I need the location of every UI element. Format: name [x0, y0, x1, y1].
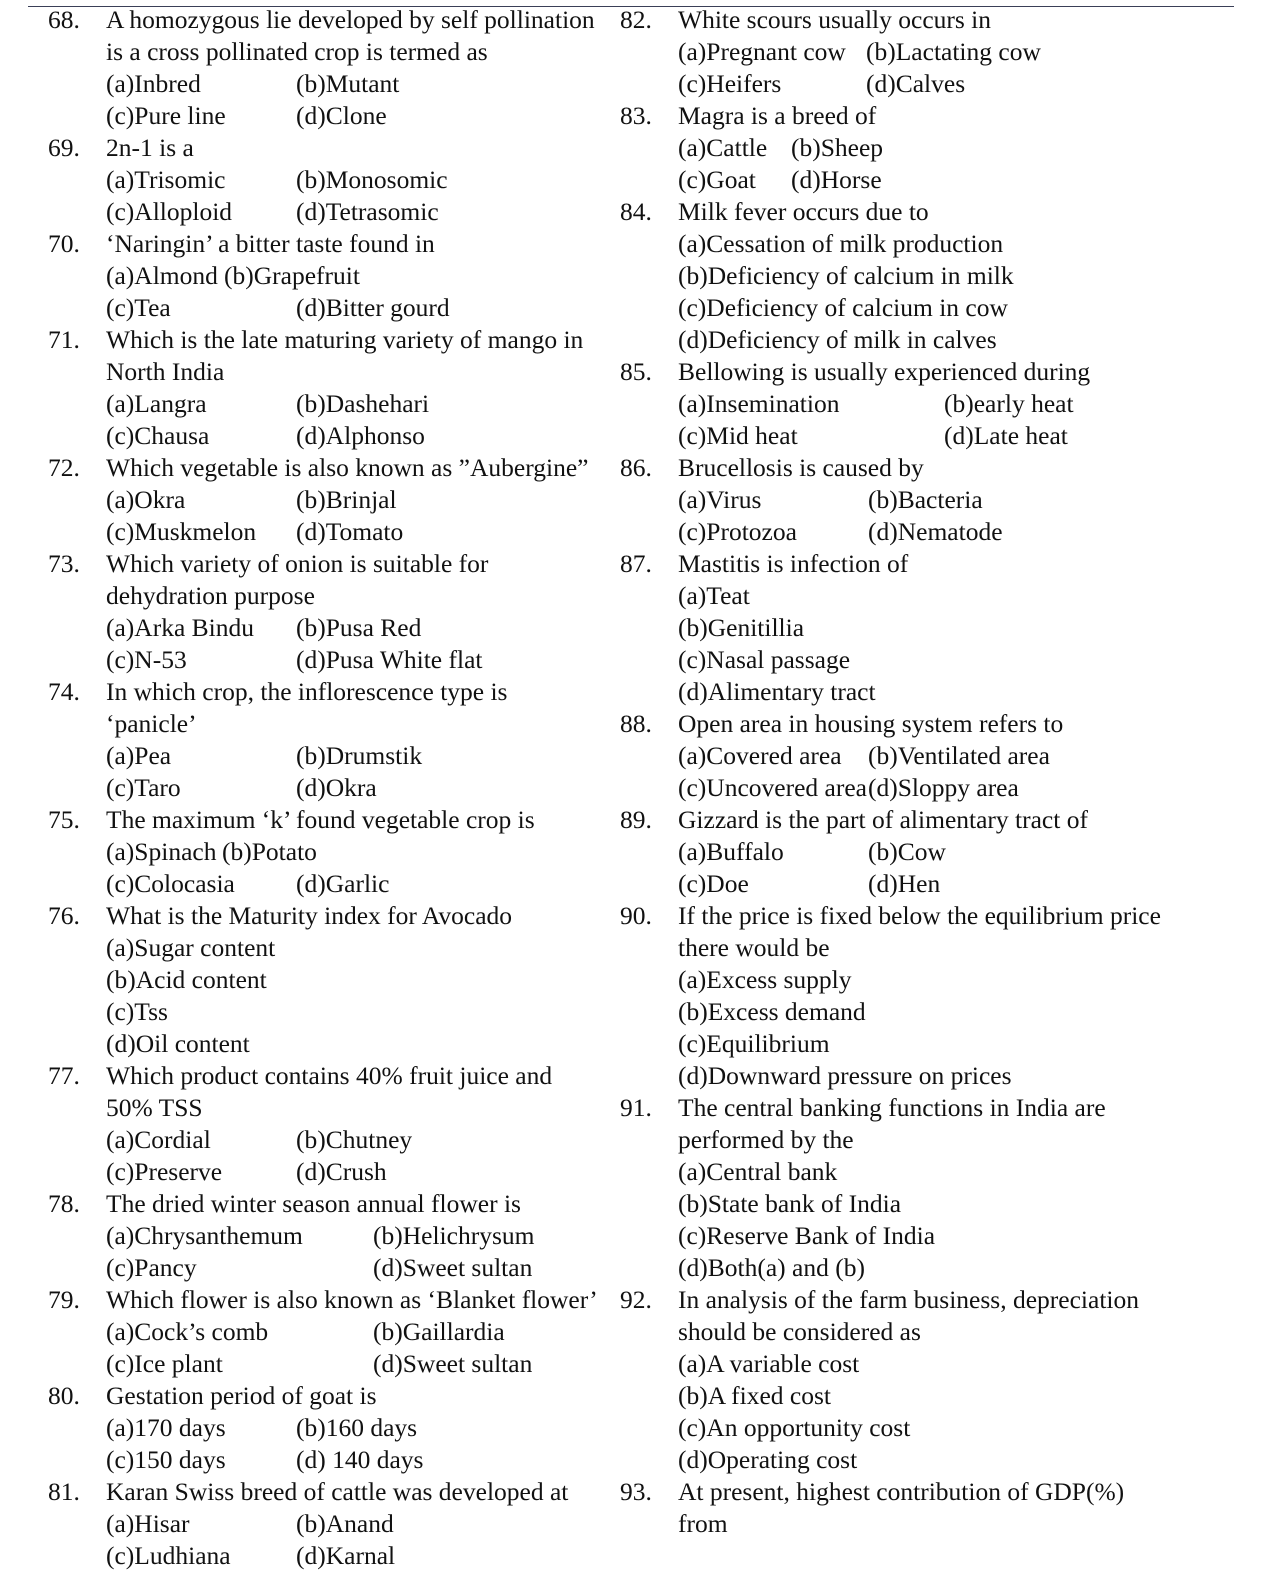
answer-option: (c)Ludhiana: [106, 1541, 231, 1570]
answer-option: (b)Sheep: [791, 133, 884, 162]
option-row: [620, 1252, 1240, 1284]
answer-option: (a)Covered area: [678, 741, 842, 770]
answer-option: (d)Sweet sultan: [373, 1349, 533, 1378]
answer-option: (a)170 days: [106, 1413, 226, 1442]
question-block: [48, 1476, 614, 1572]
option-row: [620, 836, 1240, 868]
question-line: [620, 100, 1240, 132]
question-block: [48, 1188, 614, 1284]
answer-option: (d)Late heat: [944, 421, 1068, 450]
question-number: 89.: [620, 805, 652, 834]
question-number: 81.: [48, 1477, 80, 1506]
answer-option: (c)Deficiency of calcium in cow: [678, 293, 1008, 322]
question-line: [48, 324, 614, 356]
question-stem: Magra is a breed of: [678, 101, 877, 130]
question-line: [48, 132, 614, 164]
question-stem: Milk fever occurs due to: [678, 197, 929, 226]
answer-option: (a)Spinach: [106, 837, 217, 866]
answer-option: (b)Potato: [222, 837, 317, 866]
question-block: [620, 1476, 1240, 1540]
answer-option: (d)Downward pressure on prices: [678, 1061, 1012, 1090]
answer-option: (c)Muskmelon: [106, 517, 257, 546]
question-stem: In which crop, the inflorescence type is: [106, 677, 508, 706]
question-number: 82.: [620, 5, 652, 34]
option-row: [48, 644, 614, 676]
answer-option: (c)150 days: [106, 1445, 226, 1474]
question-number: 87.: [620, 549, 652, 578]
answer-option: (b)State bank of India: [678, 1189, 902, 1218]
option-row: [620, 68, 1240, 100]
option-row: [620, 676, 1240, 708]
question-block: [48, 676, 614, 804]
answer-option: (b)Cow: [868, 837, 946, 866]
option-row: [620, 1188, 1240, 1220]
question-stem: Gizzard is the part of alimentary tract of: [678, 805, 1088, 834]
answer-option: (b)Excess demand: [678, 997, 866, 1026]
answer-option: (a)Hisar: [106, 1509, 190, 1538]
question-stem: North India: [106, 357, 225, 386]
question-stem: Which flower is also known as ‘Blanket flower’: [106, 1285, 598, 1314]
answer-option: (a)Cessation of milk production: [678, 229, 1004, 258]
question-number: 79.: [48, 1285, 80, 1314]
option-row: [620, 612, 1240, 644]
answer-option: (c)Protozoa: [678, 517, 797, 546]
answer-option: (d)Garlic: [296, 869, 390, 898]
question-line: [620, 4, 1240, 36]
answer-option: (b)Chutney: [296, 1125, 413, 1154]
question-line: [48, 900, 614, 932]
answer-option: (c)Mid heat: [678, 421, 798, 450]
question-number: 69.: [48, 133, 80, 162]
answer-option: (a)Cordial: [106, 1125, 211, 1154]
answer-option: (a)Cock’s comb: [106, 1317, 269, 1346]
answer-option: (b)Grapefruit: [224, 261, 360, 290]
question-stem: there would be: [678, 933, 830, 962]
answer-option: (a)Central bank: [678, 1157, 838, 1186]
question-block: [48, 228, 614, 324]
question-line: [620, 932, 1240, 964]
question-column-right: [620, 4, 1240, 1540]
option-row: [620, 260, 1240, 292]
question-stem: At present, highest contribution of GDP(%): [678, 1477, 1125, 1506]
question-block: [620, 708, 1240, 804]
option-row: [48, 932, 614, 964]
question-line: [620, 548, 1240, 580]
question-block: [48, 1060, 614, 1188]
answer-option: (d)Pusa White flat: [296, 645, 483, 674]
option-row: [620, 1444, 1240, 1476]
question-number: 80.: [48, 1381, 80, 1410]
question-line: [48, 228, 614, 260]
option-row: [48, 964, 614, 996]
answer-option: (a)Pregnant cow: [678, 37, 846, 66]
answer-option: (a)Cattle: [678, 133, 768, 162]
answer-option: (a)Insemination: [678, 389, 840, 418]
question-stem: performed by the: [678, 1125, 854, 1154]
option-row: [620, 868, 1240, 900]
question-block: [48, 548, 614, 676]
answer-option: (a)Langra: [106, 389, 207, 418]
answer-option: (c)Uncovered area: [678, 773, 867, 802]
answer-option: (d)Tetrasomic: [296, 197, 439, 226]
question-stem: Open area in housing system refers to: [678, 709, 1064, 738]
question-line: [48, 1284, 614, 1316]
question-line: [620, 804, 1240, 836]
question-column-left: [48, 4, 614, 1572]
option-row: [48, 612, 614, 644]
question-block: [48, 1284, 614, 1380]
question-block: [620, 900, 1240, 1092]
question-block: [620, 4, 1240, 100]
answer-option: (b)Drumstik: [296, 741, 423, 770]
answer-option: (a)Buffalo: [678, 837, 784, 866]
answer-option: (b)Pusa Red: [296, 613, 422, 642]
question-number: 84.: [620, 197, 652, 226]
question-number: 72.: [48, 453, 80, 482]
question-line: [620, 452, 1240, 484]
question-number: 93.: [620, 1477, 652, 1506]
option-row: [620, 1220, 1240, 1252]
question-stem: A homozygous lie developed by self pollination: [106, 5, 595, 34]
answer-option: (b)Gaillardia: [373, 1317, 505, 1346]
question-number: 77.: [48, 1061, 80, 1090]
answer-option: (b)Bacteria: [868, 485, 983, 514]
option-row: [48, 516, 614, 548]
question-stem: Brucellosis is caused by: [678, 453, 924, 482]
question-stem: The dried winter season annual flower is: [106, 1189, 521, 1218]
option-row: [620, 388, 1240, 420]
question-stem: In analysis of the farm business, depreciation: [678, 1285, 1139, 1314]
option-row: [620, 228, 1240, 260]
question-number: 73.: [48, 549, 80, 578]
option-row: [620, 740, 1240, 772]
option-row: [620, 996, 1240, 1028]
question-line: [48, 1092, 614, 1124]
question-number: 75.: [48, 805, 80, 834]
question-line: [48, 708, 614, 740]
option-row: [620, 1060, 1240, 1092]
answer-option: (b)Monosomic: [296, 165, 448, 194]
question-number: 86.: [620, 453, 652, 482]
option-row: [620, 36, 1240, 68]
question-line: [48, 452, 614, 484]
question-stem: Mastitis is infection of: [678, 549, 909, 578]
question-stem: The central banking functions in India are: [678, 1093, 1106, 1122]
question-stem: ‘Naringin’ a bitter taste found in: [106, 229, 435, 258]
option-row: [620, 484, 1240, 516]
question-line: [620, 1508, 1240, 1540]
question-line: [48, 356, 614, 388]
answer-option: (d)Sloppy area: [868, 773, 1019, 802]
question-number: 70.: [48, 229, 80, 258]
question-block: [48, 452, 614, 548]
option-row: [48, 1444, 614, 1476]
question-stem: is a cross pollinated crop is termed as: [106, 37, 488, 66]
answer-option: (a)A variable cost: [678, 1349, 860, 1378]
option-row: [48, 1540, 614, 1572]
answer-option: (d)Clone: [296, 101, 387, 130]
question-number: 76.: [48, 901, 80, 930]
option-row: [48, 836, 614, 868]
option-row: [620, 580, 1240, 612]
option-row: [620, 1028, 1240, 1060]
answer-option: (d)Deficiency of milk in calves: [678, 325, 997, 354]
option-row: [620, 1412, 1240, 1444]
answer-option: (b)Lactating cow: [866, 37, 1041, 66]
question-stem: The maximum ‘k’ found vegetable crop is: [106, 805, 535, 834]
question-stem: If the price is fixed below the equilibrium price: [678, 901, 1161, 930]
option-row: [48, 484, 614, 516]
question-line: [48, 804, 614, 836]
question-stem: ‘panicle’: [106, 709, 197, 738]
question-stem: What is the Maturity index for Avocado: [106, 901, 513, 930]
answer-option: (c)Pancy: [106, 1253, 197, 1282]
option-row: [48, 196, 614, 228]
question-block: [48, 1380, 614, 1476]
option-row: [620, 964, 1240, 996]
question-line: [620, 708, 1240, 740]
answer-option: (a)Arka Bindu: [106, 613, 254, 642]
answer-option: (d)Crush: [296, 1157, 387, 1186]
question-stem: Which is the late maturing variety of mango in: [106, 325, 584, 354]
answer-option: (b)Ventilated area: [868, 741, 1050, 770]
answer-option: (d)Operating cost: [678, 1445, 858, 1474]
answer-option: (c)Reserve Bank of India: [678, 1221, 936, 1250]
question-stem: Which product contains 40% fruit juice and: [106, 1061, 553, 1090]
question-number: 71.: [48, 325, 80, 354]
answer-option: (c)Heifers: [678, 69, 782, 98]
option-row: [620, 324, 1240, 356]
option-row: [620, 1348, 1240, 1380]
option-row: [620, 1380, 1240, 1412]
answer-option: (b)Dashehari: [296, 389, 430, 418]
question-block: [620, 548, 1240, 708]
question-stem: dehydration purpose: [106, 581, 315, 610]
question-stem: Karan Swiss breed of cattle was developed at: [106, 1477, 569, 1506]
answer-option: (c)An opportunity cost: [678, 1413, 911, 1442]
option-row: [48, 100, 614, 132]
answer-option: (a)Inbred: [106, 69, 201, 98]
answer-option: (d)Alphonso: [296, 421, 425, 450]
option-row: [620, 132, 1240, 164]
option-row: [48, 292, 614, 324]
answer-option: (c)Chausa: [106, 421, 210, 450]
answer-option: (d) 140 days: [296, 1445, 424, 1474]
option-row: [48, 260, 614, 292]
question-stem: Bellowing is usually experienced during: [678, 357, 1091, 386]
answer-option: (b)A fixed cost: [678, 1381, 831, 1410]
answer-option: (a)Pea: [106, 741, 172, 770]
question-block: [48, 324, 614, 452]
answer-option: (c)Colocasia: [106, 869, 235, 898]
question-stem: Which vegetable is also known as ”Aubergine”: [106, 453, 589, 482]
answer-option: (d)Oil content: [106, 1029, 250, 1058]
option-row: [48, 164, 614, 196]
answer-option: (c)Pure line: [106, 101, 226, 130]
answer-option: (d)Nematode: [868, 517, 1003, 546]
question-line: [620, 1476, 1240, 1508]
answer-option: (b)160 days: [296, 1413, 418, 1442]
question-block: [620, 356, 1240, 452]
question-block: [48, 4, 614, 132]
question-line: [620, 1124, 1240, 1156]
question-block: [620, 100, 1240, 196]
option-row: [48, 1156, 614, 1188]
question-line: [48, 548, 614, 580]
answer-option: (b)Deficiency of calcium in milk: [678, 261, 1014, 290]
question-line: [48, 1188, 614, 1220]
option-row: [620, 516, 1240, 548]
option-row: [48, 1252, 614, 1284]
option-row: [620, 420, 1240, 452]
question-block: [620, 804, 1240, 900]
answer-option: (c)Nasal passage: [678, 645, 851, 674]
answer-option: (c)Equilibrium: [678, 1029, 830, 1058]
question-number: 90.: [620, 901, 652, 930]
option-row: [48, 1348, 614, 1380]
answer-option: (c)Doe: [678, 869, 749, 898]
option-row: [48, 1124, 614, 1156]
question-number: 83.: [620, 101, 652, 130]
question-line: [620, 1316, 1240, 1348]
answer-option: (d)Karnal: [296, 1541, 396, 1570]
question-line: [48, 1476, 614, 1508]
question-block: [620, 196, 1240, 356]
option-row: [48, 772, 614, 804]
option-row: [620, 1156, 1240, 1188]
answer-option: (d)Tomato: [296, 517, 404, 546]
answer-option: (c)N-53: [106, 645, 187, 674]
answer-option: (a)Almond: [106, 261, 218, 290]
answer-option: (b)Brinjal: [296, 485, 397, 514]
option-row: [620, 164, 1240, 196]
question-number: 91.: [620, 1093, 652, 1122]
question-block: [620, 1092, 1240, 1284]
option-row: [48, 868, 614, 900]
option-row: [48, 996, 614, 1028]
answer-option: (c)Tea: [106, 293, 171, 322]
option-row: [48, 1220, 614, 1252]
option-row: [620, 644, 1240, 676]
question-block: [48, 132, 614, 228]
question-number: 92.: [620, 1285, 652, 1314]
answer-option: (a)Okra: [106, 485, 186, 514]
answer-option: (a)Virus: [678, 485, 762, 514]
answer-option: (a)Excess supply: [678, 965, 852, 994]
question-stem: Which variety of onion is suitable for: [106, 549, 489, 578]
answer-option: (a)Sugar content: [106, 933, 276, 962]
answer-option: (d)Bitter gourd: [296, 293, 450, 322]
question-block: [620, 452, 1240, 548]
question-stem: 50% TSS: [106, 1093, 203, 1122]
question-number: 88.: [620, 709, 652, 738]
option-row: [48, 1028, 614, 1060]
answer-option: (a)Teat: [678, 581, 750, 610]
question-line: [620, 1284, 1240, 1316]
question-number: 74.: [48, 677, 80, 706]
option-row: [620, 772, 1240, 804]
option-row: [48, 420, 614, 452]
question-stem: should be considered as: [678, 1317, 921, 1346]
option-row: [620, 292, 1240, 324]
option-row: [48, 68, 614, 100]
answer-option: (d)Alimentary tract: [678, 677, 876, 706]
question-number: 68.: [48, 5, 80, 34]
answer-option: (a)Chrysanthemum: [106, 1221, 303, 1250]
answer-option: (b)Mutant: [296, 69, 400, 98]
answer-option: (c)Preserve: [106, 1157, 223, 1186]
question-stem: 2n-1 is a: [106, 133, 194, 162]
question-line: [620, 356, 1240, 388]
answer-option: (d)Horse: [791, 165, 882, 194]
question-stem: Gestation period of goat is: [106, 1381, 377, 1410]
question-line: [48, 4, 614, 36]
question-stem: White scours usually occurs in: [678, 5, 992, 34]
answer-option: (c)Ice plant: [106, 1349, 223, 1378]
answer-option: (d)Sweet sultan: [373, 1253, 533, 1282]
answer-option: (b)Helichrysum: [373, 1221, 535, 1250]
question-number: 85.: [620, 357, 652, 386]
question-line: [48, 580, 614, 612]
question-line: [48, 1060, 614, 1092]
answer-option: (a)Trisomic: [106, 165, 226, 194]
option-row: [48, 1412, 614, 1444]
question-block: [48, 900, 614, 1060]
option-row: [48, 1316, 614, 1348]
question-line: [48, 36, 614, 68]
option-row: [48, 1508, 614, 1540]
question-stem: from: [678, 1509, 728, 1538]
question-number: 78.: [48, 1189, 80, 1218]
answer-option: (c)Goat: [678, 165, 756, 194]
question-line: [48, 676, 614, 708]
option-row: [48, 740, 614, 772]
answer-option: (d)Both(a) and (b): [678, 1253, 865, 1282]
answer-option: (b)Acid content: [106, 965, 267, 994]
answer-option: (d)Okra: [296, 773, 377, 802]
option-row: [48, 388, 614, 420]
answer-option: (b)early heat: [944, 389, 1074, 418]
answer-option: (d)Calves: [866, 69, 966, 98]
question-line: [620, 900, 1240, 932]
answer-option: (c)Alloploid: [106, 197, 233, 226]
answer-option: (c)Tss: [106, 997, 168, 1026]
answer-option: (d)Hen: [868, 869, 941, 898]
question-line: [620, 196, 1240, 228]
answer-option: (b)Anand: [296, 1509, 394, 1538]
question-block: [48, 804, 614, 900]
answer-option: (b)Genitillia: [678, 613, 805, 642]
answer-option: (c)Taro: [106, 773, 181, 802]
question-line: [48, 1380, 614, 1412]
question-block: [620, 1284, 1240, 1476]
question-line: [620, 1092, 1240, 1124]
